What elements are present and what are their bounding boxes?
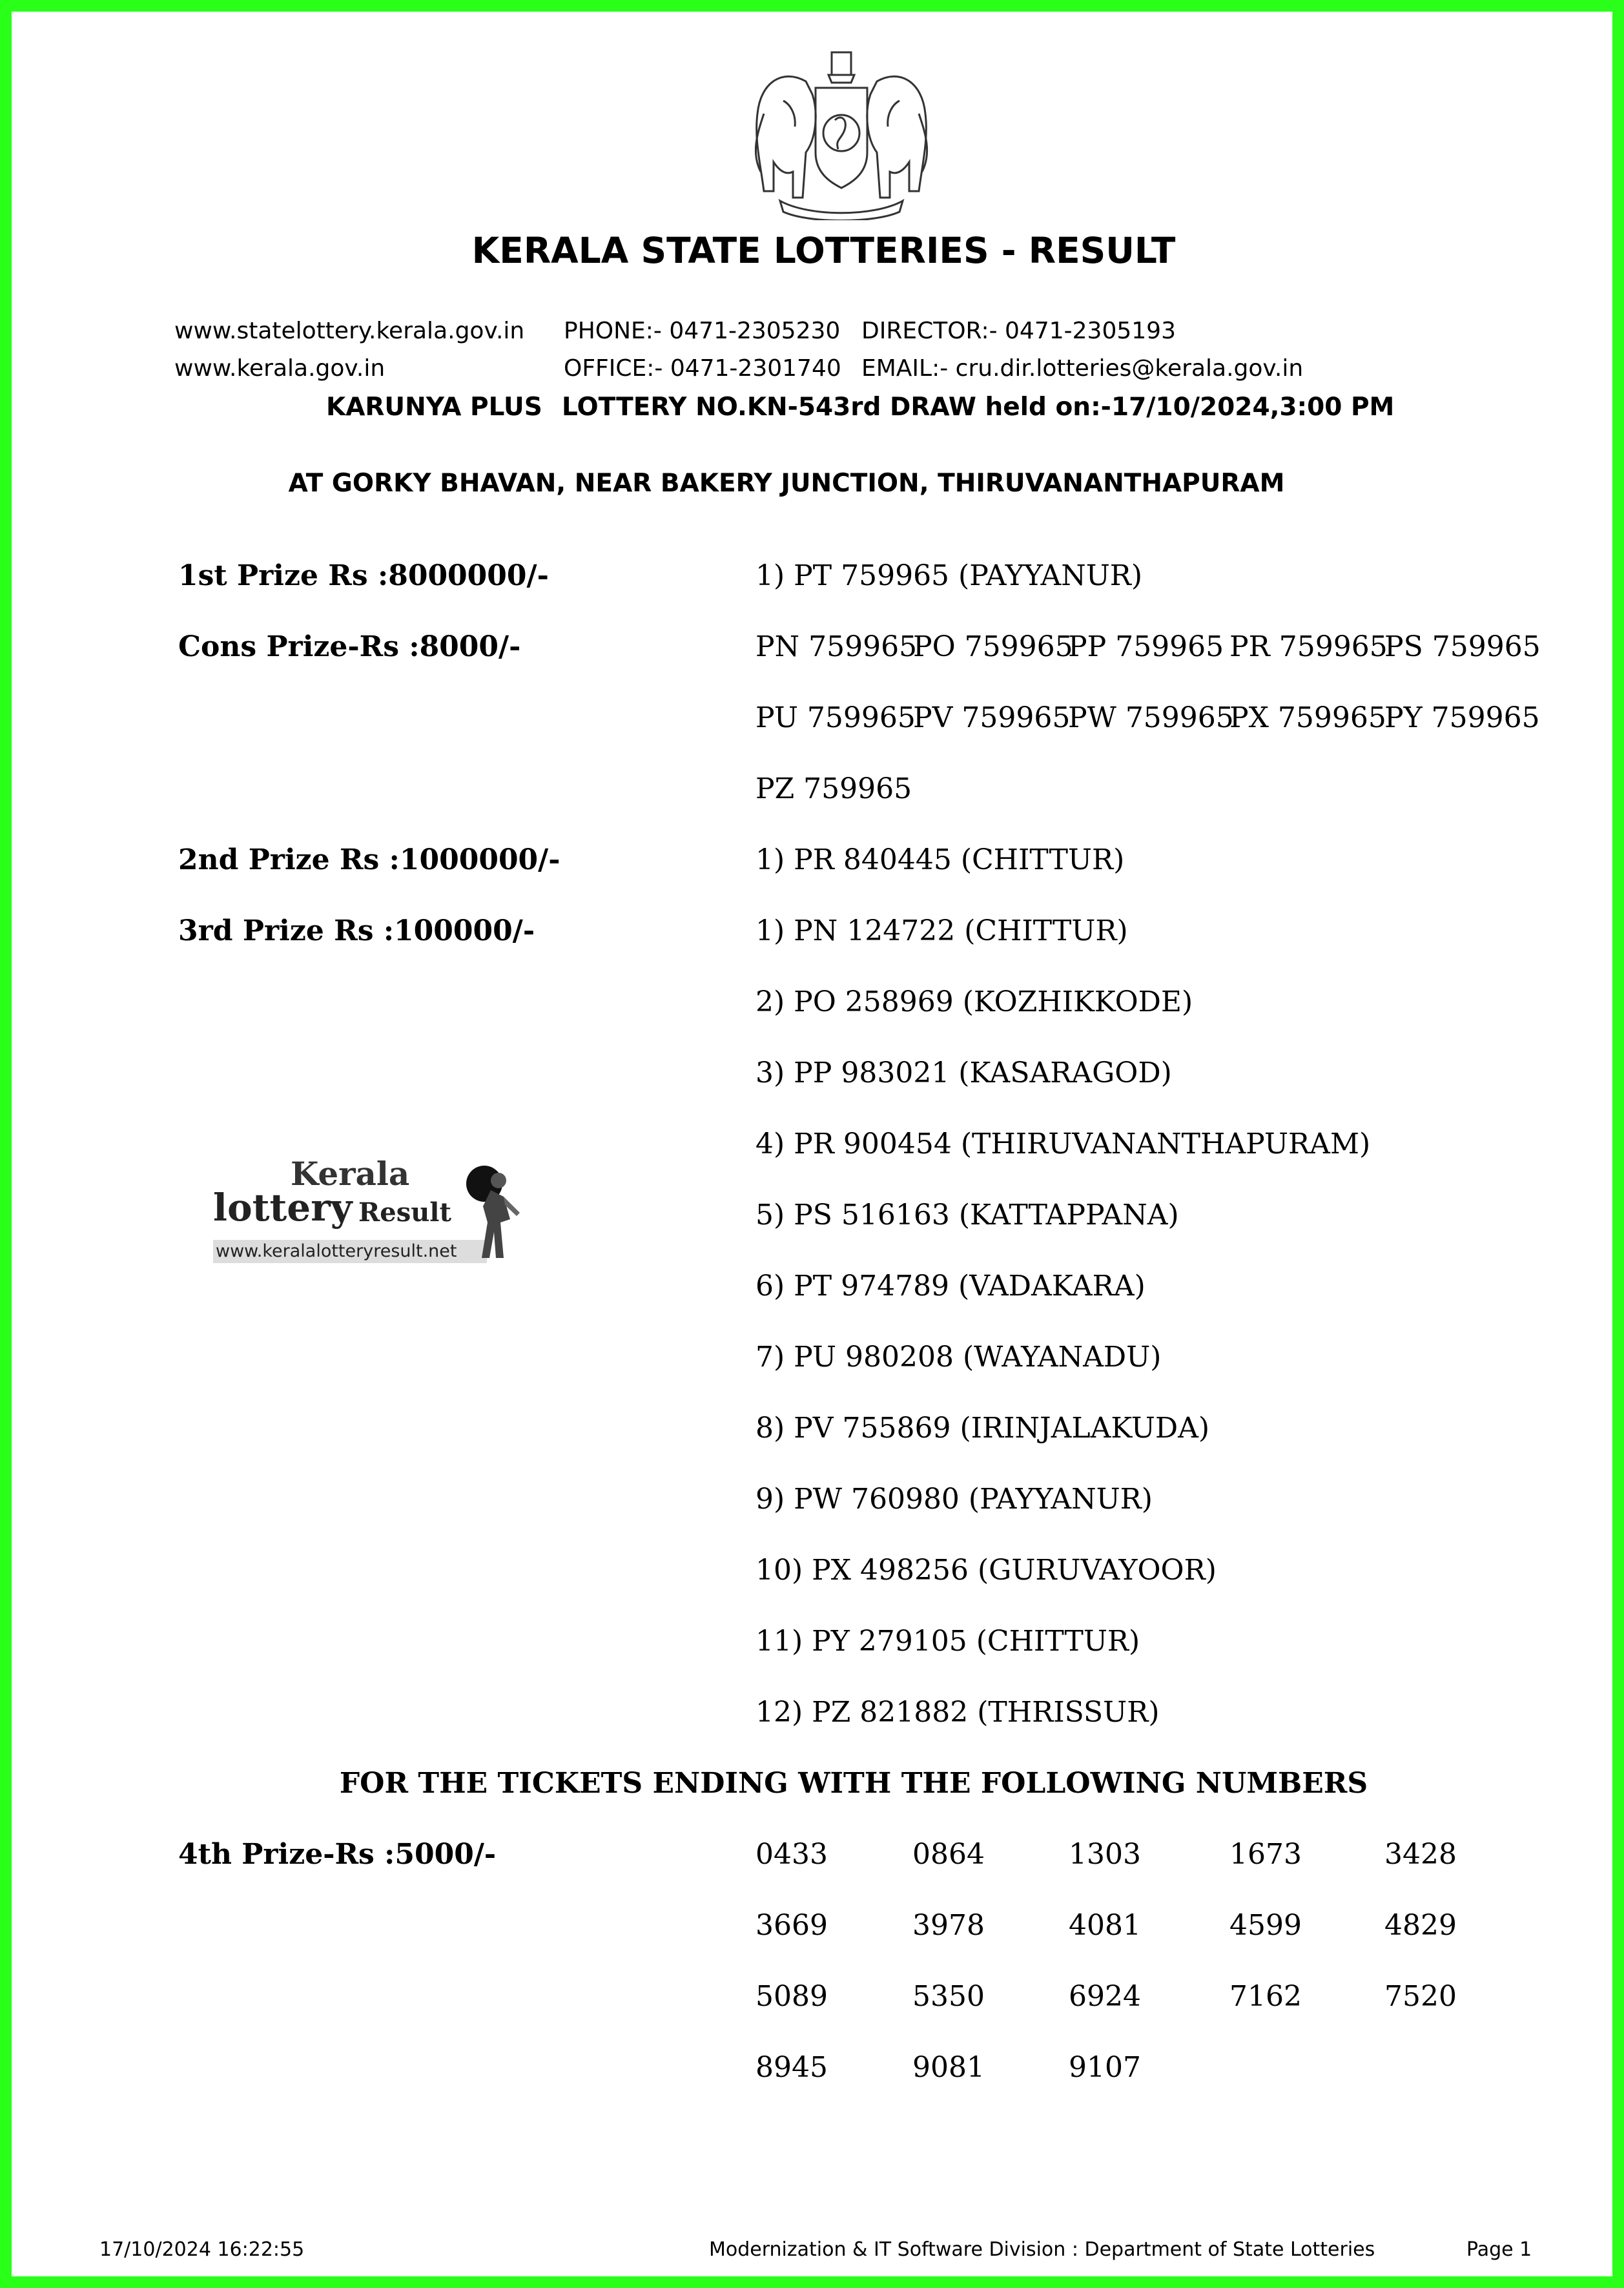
fourth-prize-number: 8945 — [755, 2051, 828, 2084]
kerala-lottery-result-logo — [213, 1155, 529, 1268]
logo-line2b: Result — [358, 1197, 451, 1228]
website-kerala-link[interactable]: www.kerala.gov.in — [174, 355, 385, 382]
cons-number: PZ 759965 — [755, 772, 912, 805]
fourth-prize-number: 9081 — [912, 2051, 985, 2084]
kerala-emblem-icon — [745, 43, 938, 220]
office-number: OFFICE:- 0471-2301740 — [564, 355, 841, 382]
mascot-figure-icon — [465, 1161, 523, 1264]
cons-number: PX 759965 — [1229, 701, 1386, 734]
third-prize-winner: 12) PZ 821882 (THRISSUR) — [755, 1696, 1160, 1729]
fourth-prize-number: 6924 — [1069, 1980, 1141, 2013]
venue: AT GORKY BHAVAN, NEAR BAKERY JUNCTION, THIRUVANANTHAPURAM — [288, 469, 1285, 498]
third-prize-winner: 3) PP 983021 (KASARAGOD) — [755, 1056, 1172, 1089]
third-prize-winner: 1) PN 124722 (CHITTUR) — [755, 914, 1128, 947]
fourth-prize-number: 5350 — [912, 1980, 985, 2013]
footer-timestamp: 17/10/2024 16:22:55 — [99, 2238, 305, 2261]
third-prize-winner: 2) PO 258969 (KOZHIKKODE) — [755, 985, 1193, 1018]
cons-number: PS 759965 — [1384, 630, 1541, 663]
website-statelottery-link[interactable]: www.statelottery.kerala.gov.in — [174, 318, 525, 344]
logo-line2a: lottery — [213, 1186, 353, 1230]
cons-number: PW 759965 — [1068, 701, 1234, 734]
cons-number: PR 759965 — [1229, 630, 1388, 663]
fourth-prize-number: 4829 — [1384, 1909, 1457, 1942]
fourth-prize-number: 1303 — [1069, 1838, 1141, 1871]
footer-division: Modernization & IT Software Division : Department of State Lotteries — [709, 2238, 1375, 2261]
third-prize-winner: 7) PU 980208 (WAYANADU) — [755, 1341, 1162, 1374]
fourth-prize-number: 3669 — [755, 1909, 828, 1942]
third-prize-winner: 6) PT 974789 (VADAKARA) — [755, 1270, 1146, 1303]
third-prize-winner: 8) PV 755869 (IRINJALAKUDA) — [755, 1412, 1210, 1445]
second-prize-label: 2nd Prize Rs :1000000/- — [178, 843, 560, 876]
fourth-prize-number: 4599 — [1229, 1909, 1302, 1942]
third-prize-winner: 9) PW 760980 (PAYYANUR) — [755, 1483, 1153, 1516]
third-prize-winner: 4) PR 900454 (THIRUVANANTHAPURAM) — [755, 1128, 1371, 1160]
third-prize-winner: 10) PX 498256 (GURUVAYOOR) — [755, 1554, 1217, 1587]
phone-number: PHONE:- 0471-2305230 — [564, 318, 841, 344]
third-prize-winner: 5) PS 516163 (KATTAPPANA) — [755, 1199, 1179, 1232]
draw-datetime: 17/10/2024,3:00 PM — [1111, 393, 1395, 422]
fourth-prize-number: 0864 — [912, 1838, 985, 1871]
fourth-prize-number: 5089 — [755, 1980, 828, 2013]
fourth-prize-number: 1673 — [1229, 1838, 1302, 1871]
director-number: DIRECTOR:- 0471-2305193 — [861, 318, 1176, 344]
cons-number: PU 759965 — [755, 701, 916, 734]
fourth-prize-number: 4081 — [1069, 1909, 1141, 1942]
lottery-name: KARUNYA PLUS — [326, 393, 542, 422]
page-title: KERALA STATE LOTTERIES - RESULT — [471, 230, 1176, 271]
third-prize-label: 3rd Prize Rs :100000/- — [178, 914, 535, 947]
cons-number: PN 759965 — [755, 630, 918, 663]
email-address[interactable]: EMAIL:- cru.dir.lotteries@kerala.gov.in — [861, 355, 1304, 382]
fourth-prize-number: 9107 — [1069, 2051, 1141, 2084]
draw-info: LOTTERY NO.KN-543rd DRAW held on:- — [562, 393, 1111, 422]
first-prize-label: 1st Prize Rs :8000000/- — [178, 559, 549, 592]
fourth-prize-label: 4th Prize-Rs :5000/- — [178, 1838, 497, 1871]
cons-number: PO 759965 — [913, 630, 1073, 663]
cons-number: PP 759965 — [1068, 630, 1224, 663]
logo-url: www.keralalotteryresult.net — [213, 1240, 487, 1263]
second-prize-winner: 1) PR 840445 (CHITTUR) — [755, 843, 1125, 876]
ending-numbers-heading: FOR THE TICKETS ENDING WITH THE FOLLOWING NUMBERS — [339, 1767, 1368, 1800]
cons-number: PY 759965 — [1384, 701, 1540, 734]
fourth-prize-number: 7162 — [1229, 1980, 1302, 2013]
logo-line1: Kerala — [291, 1155, 410, 1193]
fourth-prize-number: 7520 — [1384, 1980, 1457, 2013]
cons-prize-label: Cons Prize-Rs :8000/- — [178, 630, 521, 663]
fourth-prize-number: 3978 — [912, 1909, 985, 1942]
fourth-prize-number: 3428 — [1384, 1838, 1457, 1871]
first-prize-winner: 1) PT 759965 (PAYYANUR) — [755, 559, 1143, 592]
footer-page-number: Page 1 — [1466, 2238, 1532, 2261]
fourth-prize-number: 0433 — [755, 1838, 828, 1871]
cons-number: PV 759965 — [913, 701, 1071, 734]
third-prize-winner: 11) PY 279105 (CHITTUR) — [755, 1625, 1140, 1658]
